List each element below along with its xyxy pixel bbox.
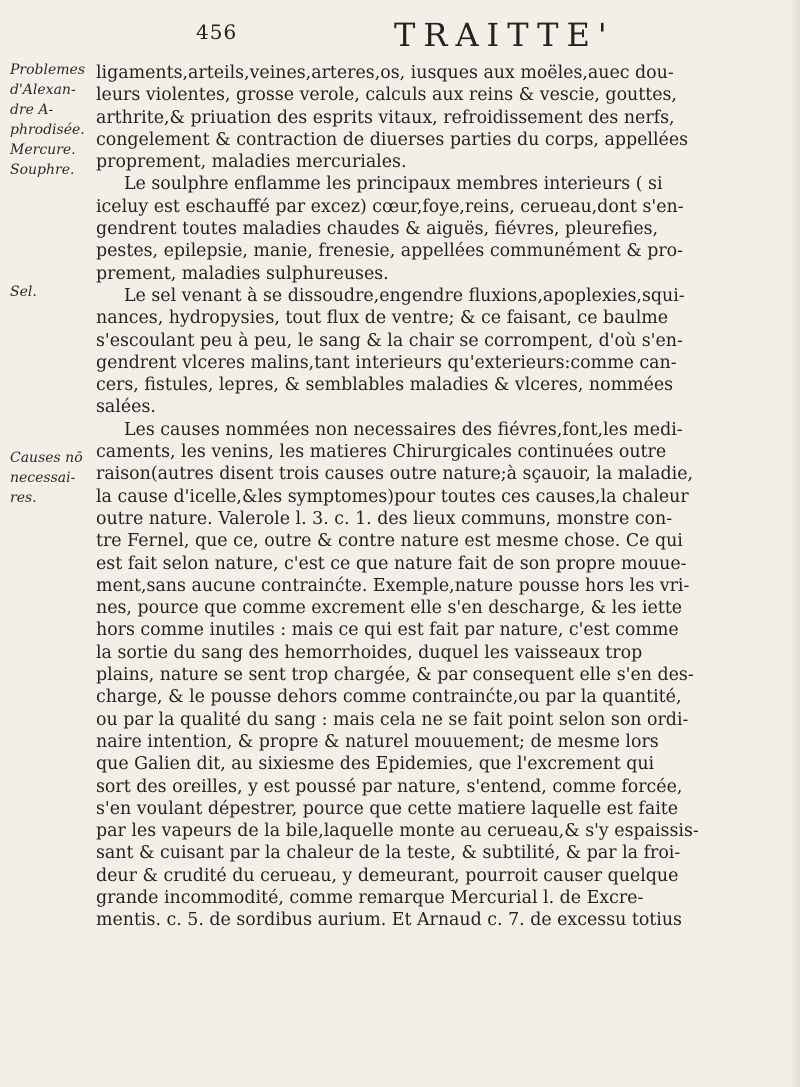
text-line: sant & cuisant par la chaleur de la teste, & subtilité, & par la froi- <box>96 843 681 864</box>
text-line: salées. <box>96 397 156 418</box>
text-line: sort des oreilles, y est poussé par nature, s'entend, comme forcée, <box>96 776 683 797</box>
running-title: TRAITTE' <box>394 16 615 54</box>
text-line: cers, fistules, lepres, & semblables maladies & vlceres, nommées <box>96 375 674 396</box>
text-line: la cause d'icelle,&les symptomes)pour toutes ces causes,la chaleur <box>96 486 689 507</box>
page-number: 456 <box>196 20 238 44</box>
text-line: leurs violentes, grosse verole, calculs aux reins & vescie, gouttes, <box>96 85 677 106</box>
text-line: hors comme inutiles : mais ce qui est fait par nature, c'est comme <box>96 620 679 641</box>
text-line: Les causes nommées non necessaires des fiévres,font,les medi- <box>124 419 683 440</box>
text-line: prement, maladies sulphureuses. <box>96 263 389 284</box>
text-line: congelement & contraction de diuerses parties du corps, appellées <box>96 129 689 150</box>
text-line: que Galien dit, au sixiesme des Epidemies, que l'excrement qui <box>96 754 655 775</box>
body-text <box>96 62 792 932</box>
margin-note-causes: Causes nō necessai- res. <box>10 450 83 506</box>
margin-note-souphre: Souphre. <box>10 162 75 178</box>
text-line: caments, les venins, les matieres Chirurgicales continuées outre <box>96 442 667 463</box>
text-line: ment,sans aucune contrainćte. Exemple,nature pousse hors les vri- <box>96 575 690 596</box>
text-line: par les vapeurs de la bile,laquelle monte au cerueau,& s'y espaissis- <box>96 821 699 842</box>
text-line: pestes, epilepsie, manie, frenesie, appellées communément & pro- <box>96 241 684 262</box>
text-line: nances, hydropysies, tout flux de ventre; & ce faisant, ce baulme <box>96 308 669 329</box>
text-line: s'en voulant dépestrer, pource que cette matiere laquelle est faite <box>96 798 679 819</box>
text-line: outre nature. Valerole l. 3. c. 1. des lieux communs, monstre con- <box>96 508 673 529</box>
text-line: ligaments,arteils,veines,arteres,os, iusques aux moëles,auec dou- <box>96 63 674 83</box>
margin-note-problemes: Problemes d'Alexan- dre A- phrodisée. Mercure. <box>10 62 86 158</box>
text-line: gendrent toutes maladies chaudes & aiguës, fiévres, pleurefies, <box>96 219 659 240</box>
page-edge-shadow <box>790 0 800 1087</box>
text-line: naire intention, & propre & naturel mouuement; de mesme lors <box>96 731 659 752</box>
text-line: est fait selon nature, c'est ce que nature fait de son propre mouue- <box>96 553 687 574</box>
text-line: ou par la qualité du sang : mais cela ne se fait point selon son ordi- <box>96 709 689 730</box>
text-line: Le soulphre enflamme les principaux membres interieurs ( si <box>124 174 663 195</box>
text-line: Le sel venant à se dissoudre,engendre fluxions,apoplexies,squi- <box>124 285 685 306</box>
text-line: raison(autres disent trois causes outre nature;à sçauoir, la maladie, <box>96 464 694 485</box>
text-line: tre Fernel, que ce, outre & contre nature est mesme chose. Ce qui <box>96 531 683 552</box>
text-line: grande incommodité, comme remarque Mercurial l. de Excre- <box>96 887 644 908</box>
text-line: proprement, maladies mercuriales. <box>96 152 407 173</box>
page-header <box>196 16 756 52</box>
text-line: arthrite,& priuation des esprits vitaux, refroidissement des nerfs, <box>96 107 675 128</box>
text-line: charge, & le pousse dehors comme contrainćte,ou par la quantité, <box>96 687 682 708</box>
text-line: plains, nature se sent trop chargée, & par consequent elle s'en des- <box>96 665 694 686</box>
text-line: nes, pource que comme excrement elle s'en descharge, & les iette <box>96 598 683 619</box>
text-line: deur & crudité du cerueau, y demeurant, pourroit causer quelque <box>96 865 679 886</box>
text-line: gendrent vlceres malins,tant interieurs qu'exterieurs:comme can- <box>96 352 677 373</box>
text-line: la sortie du sang des hemorrhoides, duquel les vaisseaux trop <box>96 642 643 663</box>
margin-note-sel: Sel. <box>10 284 37 300</box>
text-line: mentis. c. 5. de sordibus aurium. Et Arnaud c. 7. de excessu totius <box>96 910 682 931</box>
text-line: iceluy est eschauffé par excez) cœur,foye,reins, cerueau,dont s'en- <box>96 196 684 217</box>
text-line: s'escoulant peu à peu, le sang & la chair se corrompent, d'où s'en- <box>96 330 683 351</box>
